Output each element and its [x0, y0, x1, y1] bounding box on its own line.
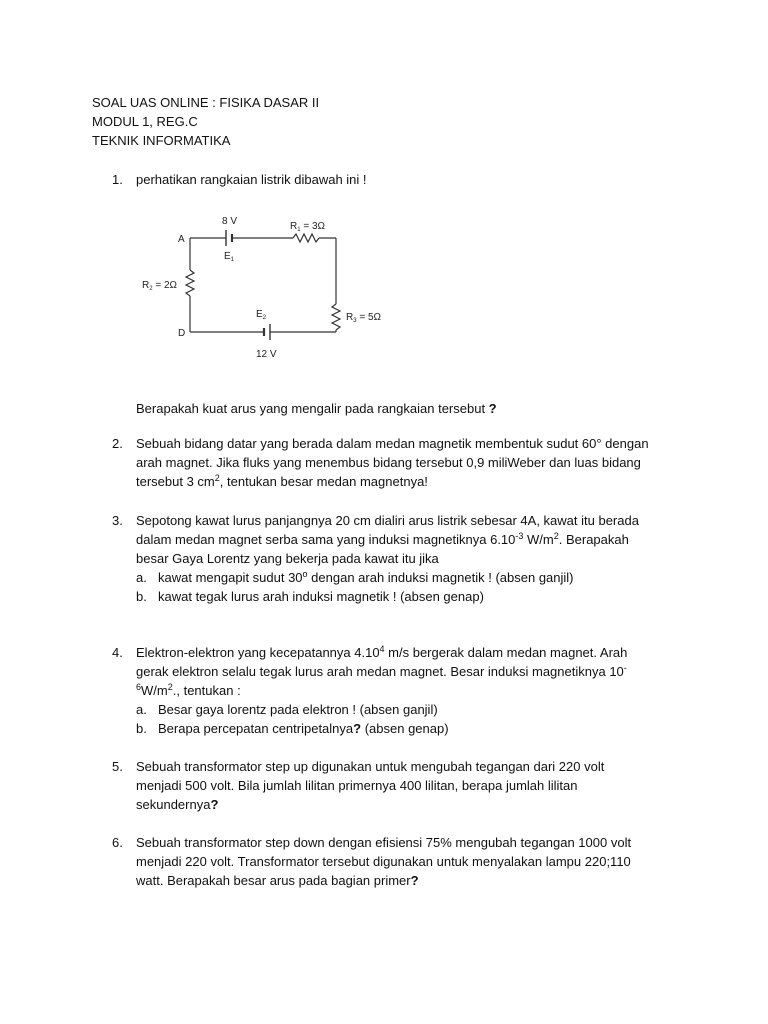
question-3-option-b: b. kawat tegak lurus arah induksi magnetik ! (absen genap) — [136, 589, 484, 604]
label-e2: $E_2$ — [256, 309, 267, 321]
label-e1: $E_1$ — [224, 251, 235, 263]
circuit-diagram — [138, 208, 408, 368]
label-node-a: A — [178, 234, 185, 245]
header-module: MODUL 1, REG.C — [92, 114, 198, 129]
question-number: 3. — [112, 513, 123, 528]
question-number: 5. — [112, 759, 123, 774]
question-text: perhatikan rangkaian listrik dibawah ini ! — [136, 172, 367, 187]
question-1-followup: Berapakah kuat arus yang mengalir pada rangkaian tersebut ? — [136, 401, 497, 416]
question-1 — [112, 170, 702, 189]
label-node-d: D — [178, 328, 186, 339]
header-title: SOAL UAS ONLINE : FISIKA DASAR II — [92, 95, 320, 110]
question-3: 3. Sepotong kawat lurus panjangnya 20 cm dialiri arus listrik sebesar 4A, kawat itu berada dalam medan magnet serba sama yang induksi magnetiknya $6.10^{-3}$ $W/m^2$. Berapakah besar Gaya Lorentz yang bekerja pada kawat itu jika a. kawat mengapit sudut 30$^o$ dengan arah induksi magnetik ! (absen ganjil) b. kawat tegak lurus arah induksi magnetik ! (absen genap) — [112, 511, 702, 606]
label-r3: $R_3 = 5\Omega$ — [346, 312, 382, 324]
resistor-r3 — [332, 304, 340, 330]
question-number: 1. — [112, 172, 123, 187]
question-number: 2. — [112, 436, 123, 451]
header-program: TEKNIK INFORMATIKA — [92, 133, 231, 148]
label-12v: 12 V — [256, 349, 277, 360]
resistor-r1 — [293, 234, 319, 242]
question-2: 2. Sebuah bidang datar yang berada dalam medan magnetik membentuk sudut 60° dengan arah magnet. Jika fluks yang menembus bidang tersebut 0,9 miliWeber dan luas bidang tersebut 3 $cm^2$, tentukan besar medan magnetnya! — [112, 436, 649, 489]
question-4: 4. Elektron-elektron yang kecepatannya 4.10$^4$ m/s bergerak dalam medan magnet. Arah gerak elektron selalu tegak lurus arah medan magnet. Besar induksi magnetiknya 10- $^6W/m^2$., tentukan : a. Besar gaya lorentz pada elektron ! (absen ganjil) b. Berapa percepatan centripetalnya? (absen genap) — [112, 643, 702, 738]
question-4-option-a: a. Besar gaya lorentz pada elektron ! (absen ganjil) — [136, 702, 438, 717]
resistor-r2 — [186, 270, 194, 296]
question-6: 6. Sebuah transformator step down dengan efisiensi 75% mengubah tegangan 1000 volt menjadi 220 volt. Transformator tersebut digunakan untuk menyalakan lampu 220;110 watt. Berapakah besar arus pada bagian primer? — [112, 835, 632, 888]
question-number: 6. — [112, 835, 123, 850]
label-8v: 8 V — [222, 216, 238, 227]
label-r2: $R_2 = 2\Omega$ — [142, 280, 178, 292]
question-3-option-a: a. kawat mengapit sudut 30$^o$ dengan arah induksi magnetik ! (absen ganjil) — [136, 569, 574, 585]
question-4-option-b: b. Berapa percepatan centripetalnya? (absen genap) — [136, 721, 449, 736]
question-5: 5. Sebuah transformator step up digunakan untuk mengubah tegangan dari 220 volt menjadi 500 volt. Bila jumlah lilitan primernya 400 lilitan, berapa jumlah lilitan sekundernya? — [112, 759, 605, 812]
label-r1: $R_1 = 3\Omega$ — [290, 221, 326, 233]
question-number: 4. — [112, 645, 123, 660]
